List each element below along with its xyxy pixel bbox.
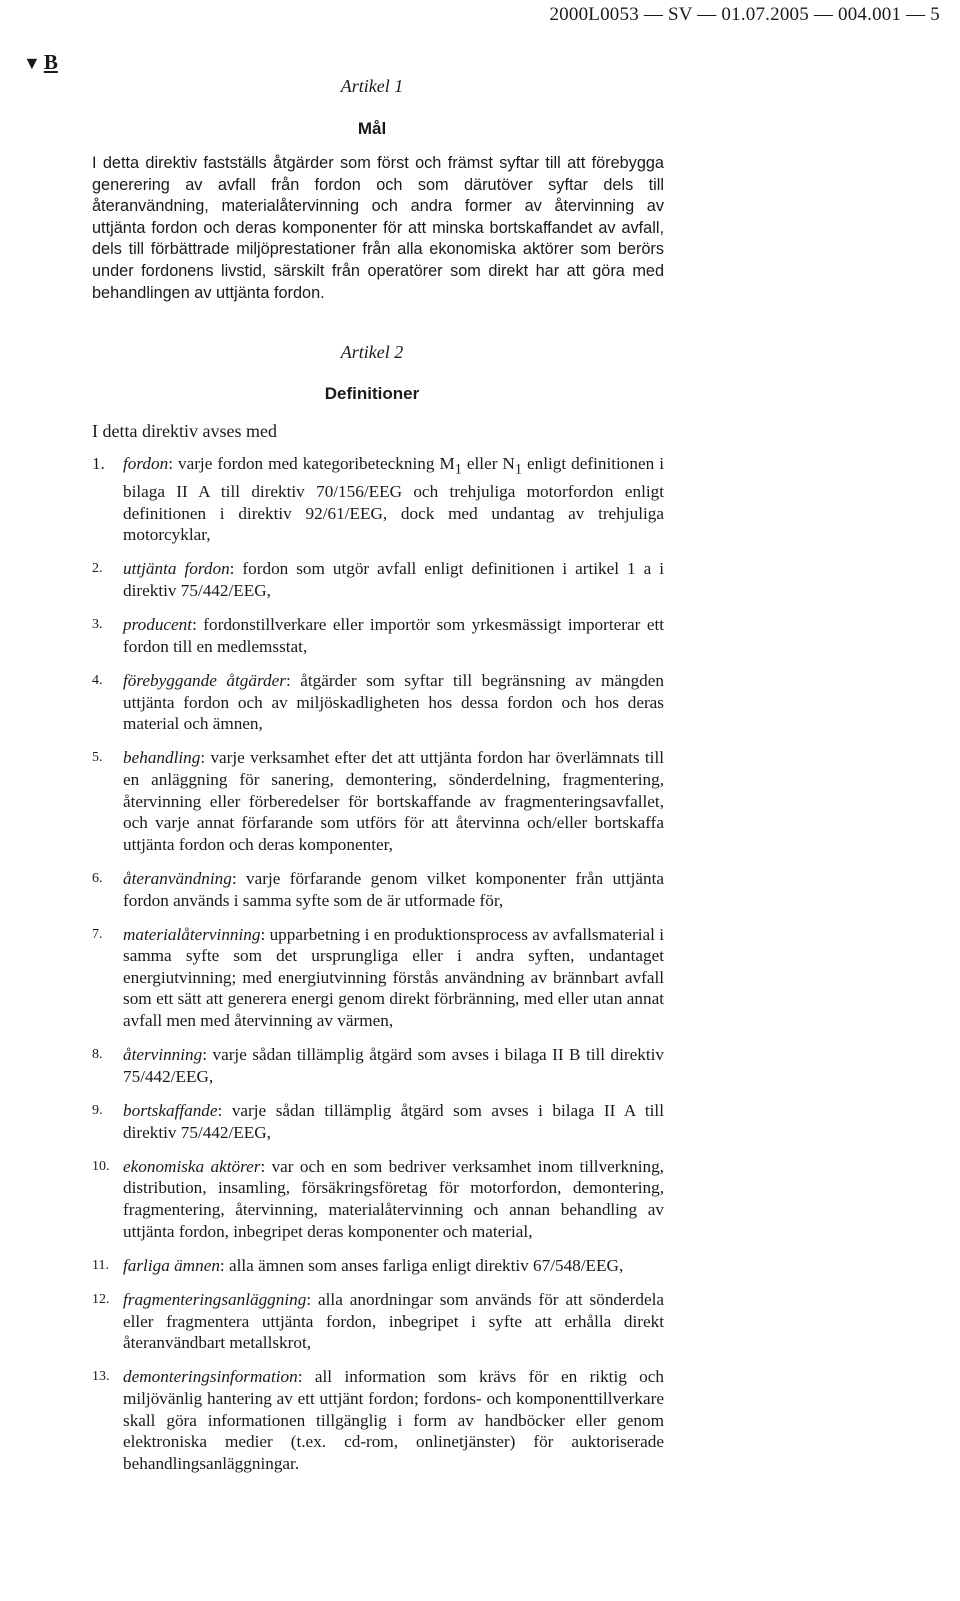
definition-item	[92, 558, 664, 601]
definition-item	[92, 747, 664, 855]
definition-text: : upparbetning i en produktionsprocess av avfallsmaterial i samma syfte som det ursprungliga eller i andra syften, undantaget energiutvinning; med energiutvinning förstås användning av brännbart avfall som ett sätt att generera energi genom direkt förbränning, med eller utan annat avfall men med återvinning av värmen,	[123, 924, 664, 1031]
definition-text: : all information som krävs för en riktig och miljövänlig hantering av ett uttjänt fordon; fordons- och komponenttillverkare skall göra informationen tillgänglig i form av handböcker eller genom elektroniska medier (t.ex. cd-rom, onlinetjänster) för auktoriserade behandlingsanläggningar.	[123, 1367, 664, 1473]
definition-number: 5.	[92, 750, 103, 766]
definition-text: : fordon som utgör avfall enligt definitionen i artikel 1 a i direktiv 75/442/EEG,	[123, 559, 664, 600]
definition-text: : var och en som bedriver verksamhet inom tillverkning, distribution, insamling, försäkringsföretag för motorfordon, demontering, fragmentering, återvinning, materialåtervinning och annan behandling av uttjänta fordon, inbegripet deras komponenter och material,	[123, 1156, 664, 1241]
definition-term: återvinning	[123, 1045, 203, 1065]
definition-item	[92, 1255, 664, 1277]
definition-item	[92, 868, 664, 911]
definition-text: : varje förfarande genom vilket komponenter från uttjänta fordon används i samma syfte som de är utformade för,	[123, 868, 664, 910]
definition-text: : fordonstillverkare eller importör som yrkesmässigt importerar ett fordon till en medlemsstat,	[123, 615, 664, 656]
amendment-marker-letter: B	[43, 50, 58, 74]
definition-text: : alla anordningar som används för att sönderdela eller fragmentera uttjänta fordon, inbegripet i syfte att erhålla direkt återanvändbart metallskrot,	[123, 1289, 664, 1353]
definition-item	[92, 1156, 664, 1242]
definition-term: bortskaffande	[123, 1101, 218, 1121]
definition-subscript: 1	[514, 461, 523, 478]
definition-text: : åtgärder som syftar till begränsning av mängden uttjänta fordon och av miljöskadligheten hos dessa fordon och hos deras material och ämnen,	[123, 670, 664, 734]
definition-item	[92, 614, 664, 657]
definition-term: ekonomiska aktörer	[123, 1156, 261, 1176]
definitions-list	[92, 453, 664, 1487]
definition-term: förebyggande åtgärder	[123, 670, 286, 690]
amendment-marker	[23, 50, 58, 75]
definition-term: farliga ämnen	[123, 1255, 220, 1275]
definition-number: 10.	[92, 1158, 110, 1174]
definition-number: 3.	[92, 617, 103, 633]
article-2-intro: I detta direktiv avses med	[92, 421, 277, 441]
definition-term: behandling	[123, 748, 201, 768]
definition-number: 11.	[92, 1257, 109, 1273]
definition-item	[92, 924, 664, 1032]
definition-item	[92, 1289, 664, 1354]
definition-text: : varje fordon med kategoribeteckning M	[168, 454, 455, 473]
definition-item	[92, 1044, 664, 1087]
definition-term: producent	[123, 615, 193, 635]
definition-number: 9.	[92, 1103, 103, 1119]
definition-term: återanvändning	[123, 868, 232, 888]
definition-term: materialåtervinning	[123, 924, 261, 944]
article-2-title: Definitioner	[324, 384, 420, 403]
definition-item	[92, 1366, 664, 1474]
definition-term: fordon	[123, 454, 169, 473]
definition-item	[92, 1100, 664, 1143]
running-header: 2000L0053 — SV — 01.07.2005 — 004.001 — 5	[549, 4, 940, 25]
definition-term: uttjänta fordon	[123, 559, 230, 579]
definition-number: 8.	[92, 1047, 103, 1063]
definition-number: 7.	[92, 926, 103, 942]
definition-subscript: 1	[454, 461, 462, 478]
definition-text: : varje sådan tillämplig åtgärd som avses i bilaga II B till direktiv 75/442/EEG,	[123, 1045, 664, 1086]
article-2-number: Artikel 2	[340, 342, 404, 362]
definition-number: 6.	[92, 870, 103, 886]
article-1-title: Mål	[357, 119, 387, 138]
definition-number: 13.	[92, 1369, 110, 1385]
definition-number: 4.	[92, 672, 103, 688]
definition-item	[92, 453, 664, 546]
triangle-down-icon: ▼	[23, 53, 41, 73]
definition-term: demonteringsinformation	[123, 1367, 298, 1387]
definition-text: : alla ämnen som anses farliga enligt direktiv 67/548/EEG,	[219, 1255, 624, 1275]
definition-term: fragmenteringsanläggning	[123, 1289, 307, 1309]
definition-number: 1.	[92, 454, 105, 473]
definition-text: : varje sådan tillämplig åtgärd som avses i bilaga II A till direktiv 75/442/EEG,	[123, 1101, 664, 1142]
definition-number: 2.	[92, 561, 103, 577]
definition-item	[92, 670, 664, 735]
definition-number: 12.	[92, 1291, 110, 1307]
definition-text: : varje verksamhet efter det att uttjänta fordon har överlämnats till en anläggning för sanering, demontering, sönderdelning, fragmentering, återvinning eller förberedelser för bortskaffande av fragmenteringsavfallet, och varje annat förfarande som utförs för att återvinna och/eller bortskaffa uttjänta fordon och deras komponenter,	[123, 748, 664, 854]
definition-text-mid: eller N	[461, 454, 515, 473]
article-1-paragraph: I detta direktiv fastställs åtgärder som först och främst syftar till att förebygga generering av avfall från fordon och som därutöver syftar dels till återanvändning, materialåtervinning och andra former av återvinning av uttjänta fordon och deras komponenter för att minska bortskaffandet av avfall, dels till förbättrade miljöprestationer från alla ekonomiska aktörer som berörs under fordonens livstid, särskilt från operatörer som direkt har att göra med behandlingen av uttjänta fordon.	[92, 154, 664, 302]
definition-text-rest: enligt definitionen i bilaga II A till direktiv 70/156/EEG och trehjuliga motorfordon enligt definitionen i direktiv 92/61/EEG, dock med undantag av trehjuliga motorcyklar,	[123, 454, 664, 545]
article-1-number: Artikel 1	[340, 76, 404, 96]
